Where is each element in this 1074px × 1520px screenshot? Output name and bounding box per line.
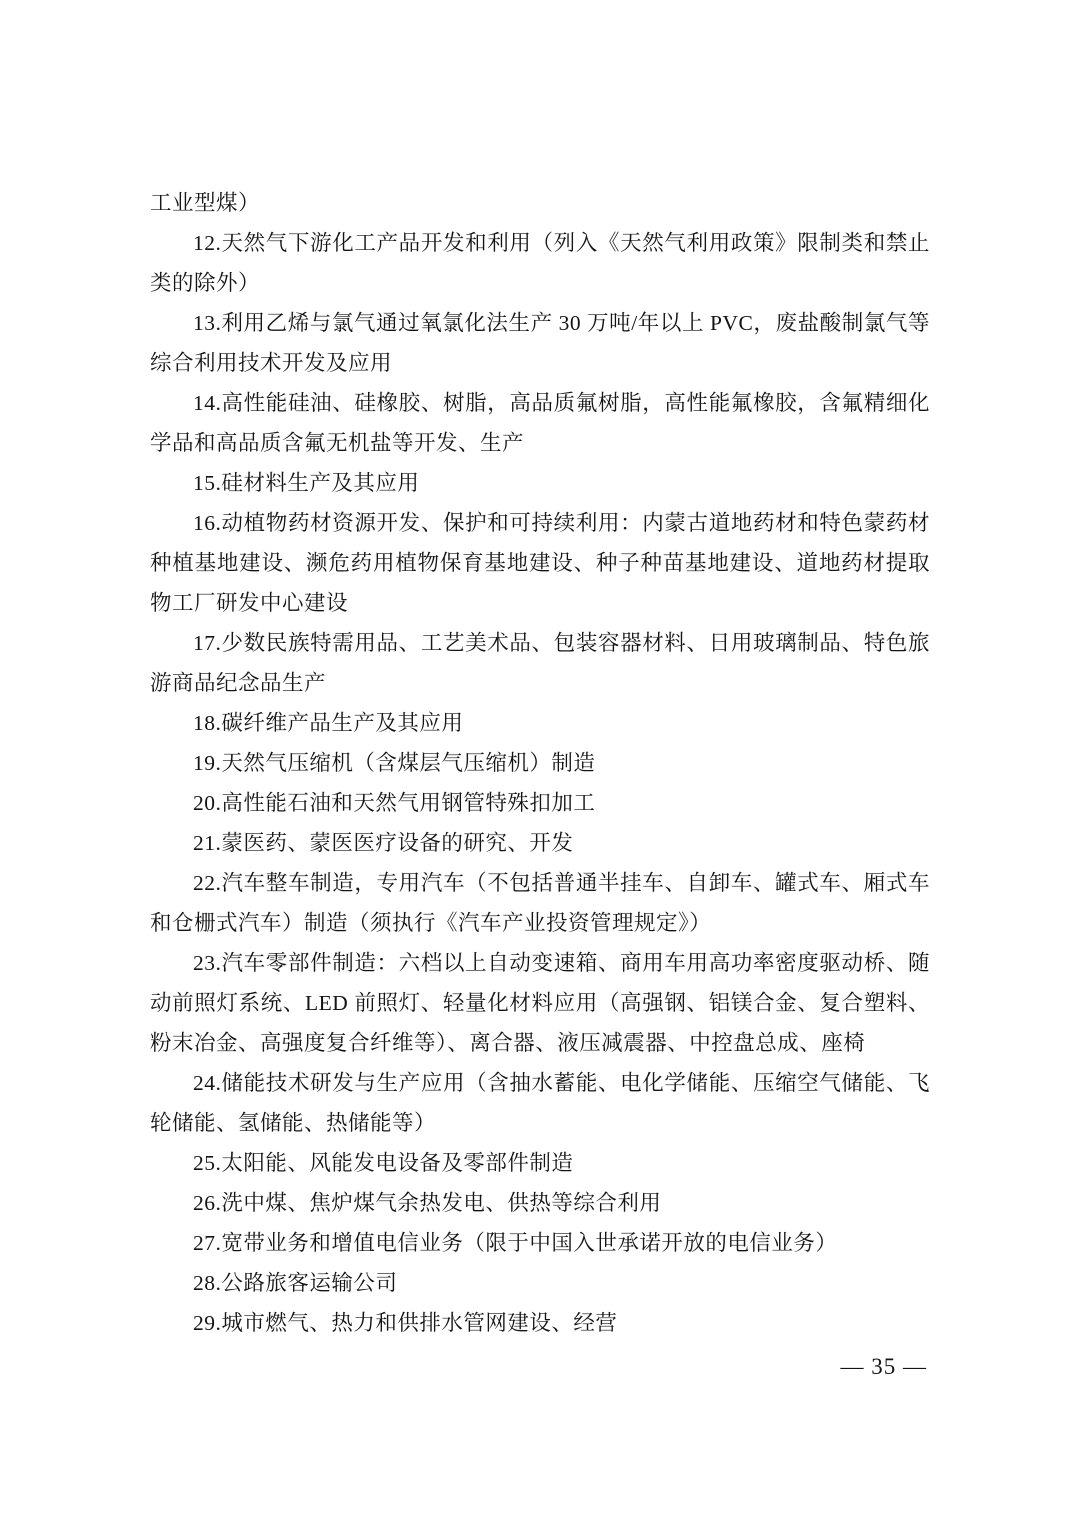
list-item-14: 14.高性能硅油、硅橡胶、树脂，高品质氟树脂，高性能氟橡胶，含氟精细化学品和高品质含氟无机盐等开发、生产 (150, 391, 930, 455)
list-item-12: 12.天然气下游化工产品开发和利用（列入《天然气利用政策》限制类和禁止类的除外） (150, 231, 930, 295)
document-body (150, 183, 930, 1343)
list-item-19: 19.天然气压缩机（含煤层气压缩机）制造 (193, 751, 596, 775)
list-item-29: 29.城市燃气、热力和供排水管网建设、经营 (193, 1311, 618, 1335)
list-item-22: 22.汽车整车制造，专用汽车（不包括普通半挂车、自卸车、罐式车、厢式车和仓栅式汽车）制造（须执行《汽车产业投资管理规定》） (150, 871, 930, 935)
list-item-24: 24.储能技术研发与生产应用（含抽水蓄能、电化学储能、压缩空气储能、飞轮储能、氢储能、热储能等） (150, 1071, 930, 1135)
list-item-23: 23.汽车零部件制造：六档以上自动变速箱、商用车用高功率密度驱动桥、随动前照灯系统、LED 前照灯、轻量化材料应用（高强钢、铝镁合金、复合塑料、粉末冶金、高强度复合纤维等）、离合器、液压减震器、中控盘总成、座椅 (150, 951, 930, 1055)
list-item-28: 28.公路旅客运输公司 (193, 1271, 398, 1295)
list-item-17: 17.少数民族特需用品、工艺美术品、包装容器材料、日用玻璃制品、特色旅游商品纪念品生产 (150, 631, 930, 695)
list-item-25: 25.太阳能、风能发电设备及零部件制造 (193, 1151, 574, 1175)
list-item-18: 18.碳纤维产品生产及其应用 (193, 711, 464, 735)
list-item-20: 20.高性能石油和天然气用钢管特殊扣加工 (193, 791, 596, 815)
list-item-13: 13.利用乙烯与氯气通过氧氯化法生产 30 万吨/年以上 PVC，废盐酸制氯气等综合利用技术开发及应用 (150, 311, 930, 375)
list-item-15: 15.硅材料生产及其应用 (193, 471, 420, 495)
list-item-27: 27.宽带业务和增值电信业务（限于中国入世承诺开放的电信业务） (193, 1231, 838, 1255)
list-item-16: 16.动植物药材资源开发、保护和可持续利用：内蒙古道地药材和特色蒙药材种植基地建设、濒危药用植物保育基地建设、种子种苗基地建设、道地药材提取物工厂研发中心建设 (150, 511, 930, 615)
list-item-26: 26.洗中煤、焦炉煤气余热发电、供热等综合利用 (193, 1191, 662, 1215)
page-number: — 35 — (840, 1354, 927, 1379)
paragraph-continuation: 工业型煤） (150, 191, 261, 215)
list-item-21: 21.蒙医药、蒙医医疗设备的研究、开发 (193, 831, 574, 855)
